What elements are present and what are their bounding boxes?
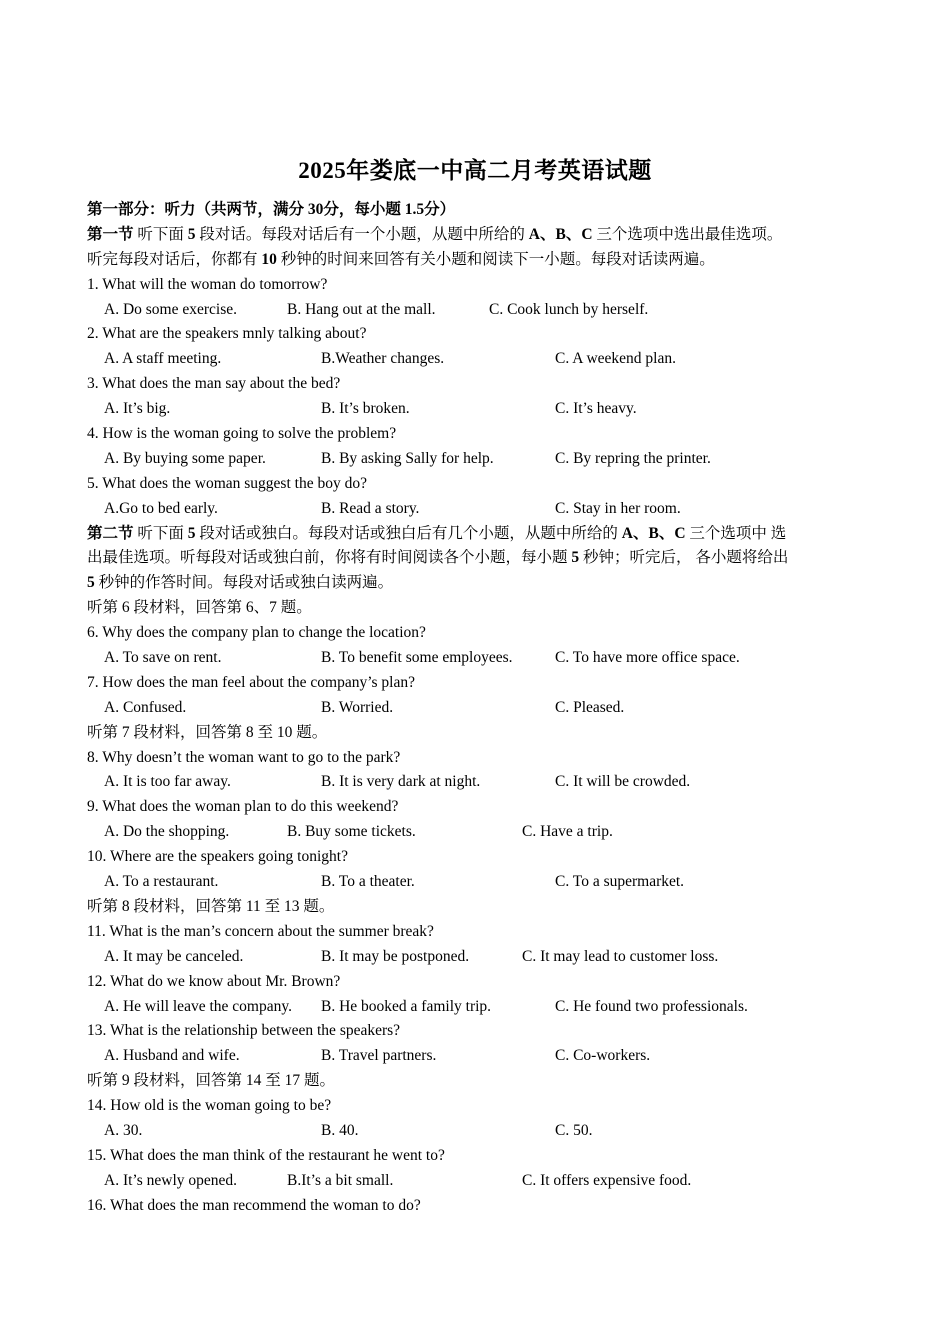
question-9: 9. What does the woman plan to do this weekend? <box>87 798 399 816</box>
option-11c: C. It may lead to customer loss. <box>522 947 719 965</box>
option-9c: C. Have a trip. <box>522 823 613 841</box>
options-6 <box>87 646 877 671</box>
question-8: 8. Why doesn’t the woman want to go to the park? <box>87 748 401 766</box>
section1-intro-line1: 第一节 听下面 5 段对话。每段对话后有一个小题，从题中所给的 A、B、C 三个选项中选出最佳选项。 <box>87 225 783 243</box>
question-6: 6. Why does the company plan to change the location? <box>87 624 426 642</box>
option-7b: B. Worried. <box>321 698 394 716</box>
section1-intro-line2: 听完每段对话后，你都有 10 秒钟的时间来回答有关小题和阅读下一小题。每段对话读两遍。 <box>87 250 715 268</box>
question-16: 16. What does the man recommend the woman to do? <box>87 1196 421 1214</box>
question-7: 7. How does the man feel about the company’s plan? <box>87 673 415 691</box>
exam-content <box>87 198 877 1219</box>
option-2a: A. A staff meeting. <box>104 350 222 368</box>
option-15c: C. It offers expensive food. <box>522 1171 692 1189</box>
option-2b: B.Weather changes. <box>321 350 445 368</box>
option-6c: C. To have more office space. <box>555 649 740 667</box>
options-12 <box>87 995 877 1020</box>
options-7 <box>87 696 877 721</box>
option-2c: C. A weekend plan. <box>555 350 676 368</box>
option-10a: A. To a restaurant. <box>104 873 219 891</box>
option-12a: A. He will leave the company. <box>104 997 292 1015</box>
option-12c: C. He found two professionals. <box>555 997 748 1015</box>
material-6-instruction: 听第 6 段材料，回答第 6、7 题。 <box>87 599 312 617</box>
option-4b: B. By asking Sally for help. <box>321 449 494 467</box>
option-1c: C. Cook lunch by herself. <box>489 300 649 318</box>
option-3b: B. It’s broken. <box>321 400 410 418</box>
material-9-instruction: 听第 9 段材料，回答第 14 至 17 题。 <box>87 1072 336 1090</box>
option-15b: B.It’s a bit small. <box>287 1171 394 1189</box>
question-12: 12. What do we know about Mr. Brown? <box>87 972 341 990</box>
options-1 <box>87 298 877 323</box>
options-9 <box>87 820 877 845</box>
option-5b: B. Read a story. <box>321 499 420 517</box>
options-2 <box>87 347 877 372</box>
section2-intro-line2: 出最佳选项。听每段对话或独白前，你将有时间阅读各个小题，每小题 5 秒钟；听完后， 各小题将给出 <box>87 549 789 567</box>
option-5c: C. Stay in her room. <box>555 499 681 517</box>
option-11a: A. It may be canceled. <box>104 947 244 965</box>
options-10 <box>87 870 877 895</box>
option-1b: B. Hang out at the mall. <box>287 300 436 318</box>
option-14c: C. 50. <box>555 1121 593 1139</box>
option-14b: B. 40. <box>321 1121 359 1139</box>
options-4 <box>87 447 877 472</box>
option-13c: C. Co-workers. <box>555 1047 651 1065</box>
option-6b: B. To benefit some employees. <box>321 649 513 667</box>
options-14 <box>87 1119 877 1144</box>
option-10c: C. To a supermarket. <box>555 873 685 891</box>
option-4a: A. By buying some paper. <box>104 449 266 467</box>
question-11: 11. What is the man’s concern about the summer break? <box>87 922 434 940</box>
question-1: 1. What will the woman do tomorrow? <box>87 275 328 293</box>
option-10b: B. To a theater. <box>321 873 415 891</box>
option-7c: C. Pleased. <box>555 698 625 716</box>
option-11b: B. It may be postponed. <box>321 947 470 965</box>
option-6a: A. To save on rent. <box>104 649 222 667</box>
option-8b: B. It is very dark at night. <box>321 773 481 791</box>
question-2: 2. What are the speakers mnly talking about? <box>87 325 367 343</box>
option-1a: A. Do some exercise. <box>104 300 237 318</box>
options-3 <box>87 397 877 422</box>
options-8 <box>87 770 877 795</box>
question-3: 3. What does the man say about the bed? <box>87 375 341 393</box>
question-10: 10. Where are the speakers going tonight? <box>87 848 348 866</box>
option-3c: C. It’s heavy. <box>555 400 637 418</box>
option-8c: C. It will be crowded. <box>555 773 691 791</box>
section2-label: 第二节 <box>87 524 134 542</box>
option-15a: A. It’s newly opened. <box>104 1171 238 1189</box>
option-8a: A. It is too far away. <box>104 773 231 791</box>
option-14a: A. 30. <box>104 1121 143 1139</box>
options-11 <box>87 945 877 970</box>
options-5 <box>87 497 877 522</box>
question-4: 4. How is the woman going to solve the problem? <box>87 425 397 443</box>
material-8-instruction: 听第 8 段材料，回答第 11 至 13 题。 <box>87 897 335 915</box>
option-9a: A. Do the shopping. <box>104 823 230 841</box>
option-12b: B. He booked a family trip. <box>321 997 492 1015</box>
option-13a: A. Husband and wife. <box>104 1047 240 1065</box>
option-5a: A.Go to bed early. <box>104 499 218 517</box>
option-9b: B. Buy some tickets. <box>287 823 416 841</box>
section2-intro-line1: 第二节 听下面 5 段对话或独白。每段对话或独白后有几个小题，从题中所给的 A、B、C 三个选项中 选 <box>87 524 787 542</box>
options-15 <box>87 1169 877 1194</box>
exam-title: 2025年娄底一中高二月考英语试题 <box>298 158 652 183</box>
options-13 <box>87 1044 877 1069</box>
question-15: 15. What does the man think of the restaurant he went to? <box>87 1146 445 1164</box>
part1-heading: 第一部分：听力（共两节，满分 30分，每小题 1.5分） <box>87 201 456 218</box>
option-4c: C. By repring the printer. <box>555 449 711 467</box>
option-7a: A. Confused. <box>104 698 187 716</box>
section1-label: 第一节 <box>87 225 134 243</box>
section2-intro-line3: 5 秒钟的作答时间。每段对话或独白读两遍。 <box>87 574 394 592</box>
question-14: 14. How old is the woman going to be? <box>87 1097 332 1115</box>
question-13: 13. What is the relationship between the speakers? <box>87 1022 401 1040</box>
option-13b: B. Travel partners. <box>321 1047 437 1065</box>
option-3a: A. It’s big. <box>104 400 171 418</box>
material-7-instruction: 听第 7 段材料，回答第 8 至 10 题。 <box>87 723 328 741</box>
question-5: 5. What does the woman suggest the boy do? <box>87 474 367 492</box>
